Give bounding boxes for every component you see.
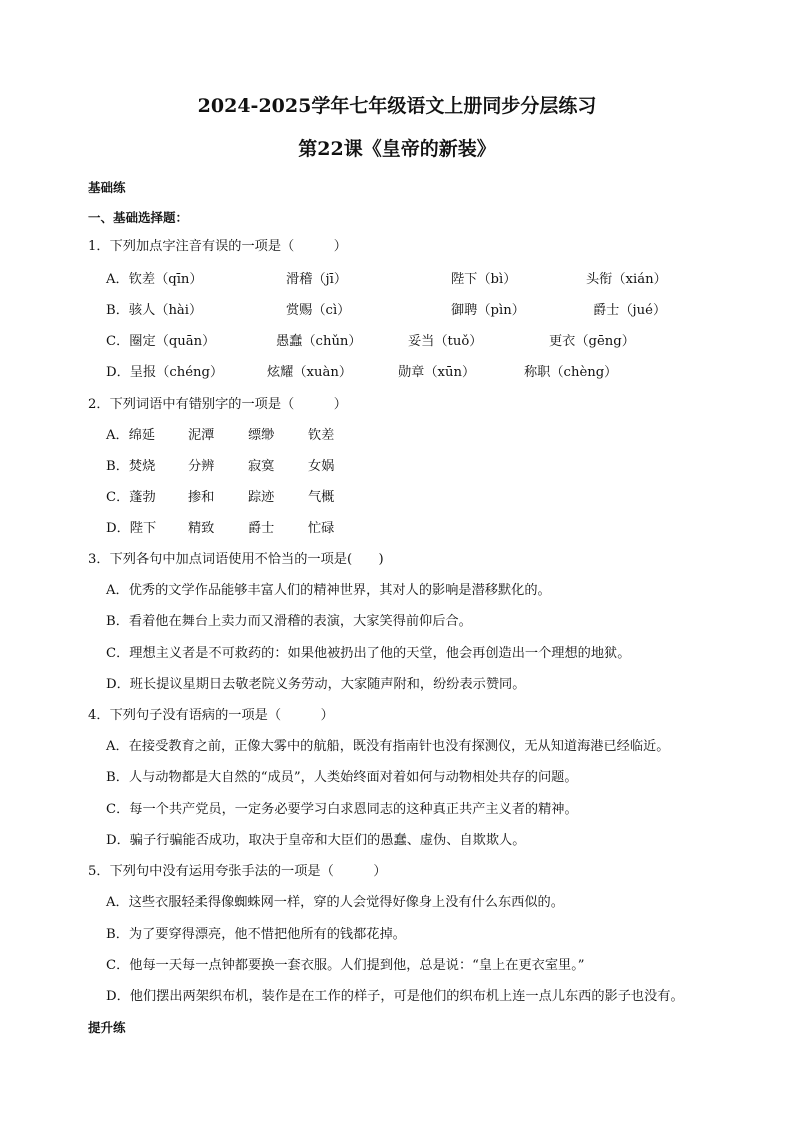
q4-option-a: A．在接受教育之前，正像大雾中的航船，既没有指南针也没有探测仪，无从知道海港已经临近。: [106, 739, 670, 754]
q3-option-b: B．看着他在舞台上卖力而又滑稽的表演，大家笑得前仰后合。: [106, 614, 472, 629]
q2-option-a-1: A．绵延: [106, 428, 156, 443]
q2-option-d-1: D．陛下: [106, 521, 157, 536]
q1-option-a-3: 陛下（bì）: [451, 272, 517, 287]
q5-option-c: C．他每一天每一点钟都要换一套衣服。人们提到他，总是说：“皇上在更衣室里。”: [106, 958, 585, 973]
question-2-stem: 2．下列词语中有错别字的一项是（ ）: [88, 397, 347, 412]
page-title: 2024-2025学年七年级语文上册同步分层练习: [197, 95, 597, 117]
q1-option-a-1: A．钦差（qīn）: [106, 272, 203, 287]
q2-option-b-3: 寂寞: [248, 459, 275, 474]
q1-option-b-1: B．骇人（hài）: [106, 303, 203, 318]
q1-option-c-3: 妥当（tuǒ）: [408, 334, 483, 349]
q1-option-a-4: 头衔（xián）: [586, 272, 667, 287]
q1-option-b-2: 赏赐（cì）: [286, 303, 351, 318]
q2-option-d-2: 精致: [188, 521, 215, 536]
section-heading-advanced: 提升练: [88, 1020, 126, 1035]
q1-option-c-2: 愚蠢（chǔn）: [276, 334, 362, 349]
q3-option-a: A．优秀的文学作品能够丰富人们的精神世界，其对人的影响是潜移默化的。: [106, 583, 551, 598]
q1-option-d-2: 炫耀（xuàn）: [267, 365, 353, 380]
q1-option-d-1: D．呈报（chéng）: [106, 365, 224, 380]
q5-option-d: D．他们摆出两架织布机，装作是在工作的样子，可是他们的织布机上连一点儿东西的影子也没有。: [106, 989, 684, 1004]
question-3-stem: 3．下列各句中加点词语使用不恰当的一项是( ): [88, 552, 384, 567]
q1-option-c-4: 更衣（gēng）: [549, 334, 635, 349]
q2-option-a-4: 钦差: [308, 428, 335, 443]
q2-option-b-1: B．焚烧: [106, 459, 156, 474]
q5-option-b: B．为了要穿得漂亮，他不惜把他所有的钱都花掉。: [106, 927, 406, 942]
q2-option-c-1: C．蓬勃: [106, 490, 156, 505]
q2-option-c-2: 掺和: [188, 490, 215, 505]
q2-option-b-2: 分辨: [188, 459, 215, 474]
lesson-title: 第22课《皇帝的新装》: [298, 138, 496, 160]
q1-option-d-3: 勋章（xūn）: [398, 365, 476, 380]
q4-option-b: B．人与动物都是大自然的“成员”，人类始终面对着如何与动物相处共存的问题。: [106, 770, 578, 785]
q2-option-c-4: 气概: [308, 490, 335, 505]
q1-option-b-4: 爵士（jué）: [593, 303, 667, 318]
question-1-stem: 1．下列加点字注音有误的一项是（ ）: [88, 239, 347, 254]
question-5-stem: 5．下列句中没有运用夸张手法的一项是（ ）: [88, 864, 387, 879]
q2-option-a-2: 泥潭: [188, 428, 215, 443]
q3-option-c: C．理想主义者是不可救药的：如果他被扔出了他的天堂，他会再创造出一个理想的地狱。: [106, 646, 631, 661]
question-4-stem: 4．下列句子没有语病的一项是（ ）: [88, 708, 334, 723]
q2-option-b-4: 女娲: [308, 459, 335, 474]
q4-option-c: C．每一个共产党员，一定务必要学习白求恩同志的这种真正共产主义者的精神。: [106, 802, 578, 817]
q5-option-a: A．这些衣服轻柔得像蜘蛛网一样，穿的人会觉得好像身上没有什么东西似的。: [106, 895, 564, 910]
q1-option-c-1: C．圈定（quān）: [106, 334, 216, 349]
q1-option-d-4: 称职（chèng）: [524, 365, 618, 380]
q4-option-d: D．骗子行骗能否成功，取决于皇帝和大臣们的愚蠢、虚伪、自欺欺人。: [106, 833, 526, 848]
section-heading-basic: 基础练: [88, 180, 126, 195]
q1-option-a-2: 滑稽（jī）: [286, 272, 348, 287]
q2-option-c-3: 踪迹: [248, 490, 275, 505]
q2-option-d-4: 忙碌: [308, 521, 335, 536]
q1-option-b-3: 御聘（pìn）: [451, 303, 525, 318]
part-heading: 一、基础选择题：: [88, 210, 189, 225]
q3-option-d: D．班长提议星期日去敬老院义务劳动，大家随声附和，纷纷表示赞同。: [106, 677, 526, 692]
q2-option-d-3: 爵士: [248, 521, 275, 536]
q2-option-a-3: 缥缈: [248, 428, 275, 443]
